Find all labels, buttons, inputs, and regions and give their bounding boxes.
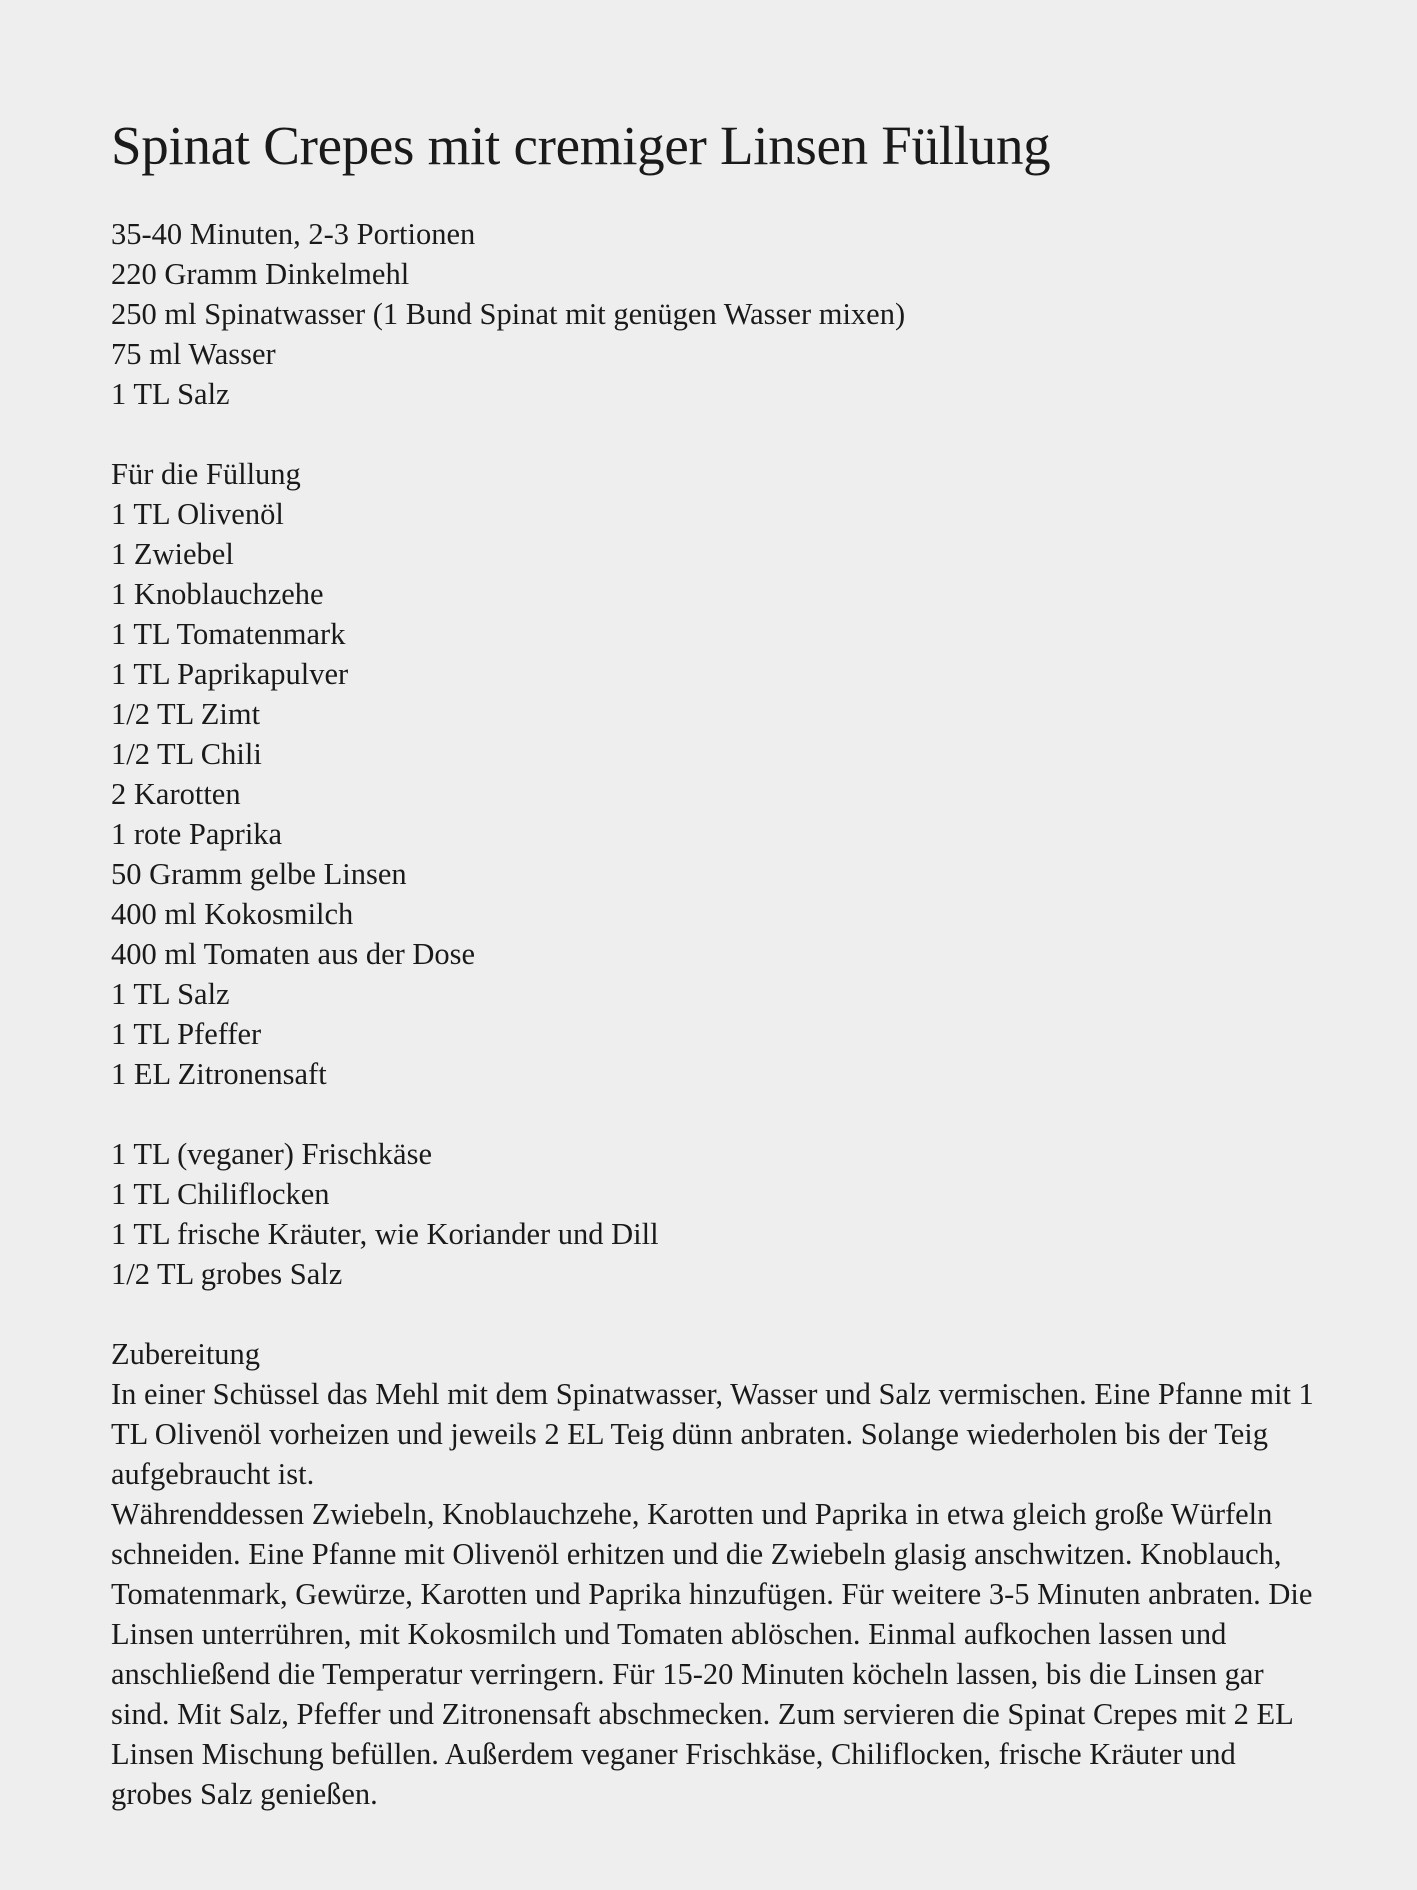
filling-heading: Für die Füllung [111, 457, 301, 491]
ingredient-line: 1 rote Paprika [111, 817, 283, 851]
recipe-page [111, 110, 1321, 1814]
ingredient-line: 1 Zwiebel [111, 537, 234, 571]
ingredient-line: 1 TL Pfeffer [111, 1017, 262, 1051]
ingredient-line: 1 Knoblauchzehe [111, 577, 324, 611]
preparation-section [111, 1334, 1321, 1814]
ingredient-line: 1 TL Olivenöl [111, 497, 284, 531]
preparation-paragraph: Währenddessen Zwiebeln, Knoblauchzehe, Karotten und Paprika in etwa gleich große Würfeln schneiden. Eine Pfanne mit Olivenöl erhitzen und die Zwiebeln glasig anschwitzen. Knoblauch, Tomatenmark, Gewürze, Karotten und Paprika hinzufügen. Für weitere 3-5 Minuten anbraten. Die Linsen unterrühren, mit Kokosmilch und Tomaten ablöschen. Einmal aufkochen lassen und anschließend die Temperatur verringern. Für 15-20 Minuten köcheln lassen, bis die Linsen gar sind. Mit Salz, Pfeffer und Zitronensaft abschmecken. Zum servieren die Spinat Crepes mit 2 EL Linsen Mischung befüllen. Außerdem veganer Frischkäse, Chiliflocken, frische Kräuter und grobes Salz genießen. [111, 1497, 1313, 1811]
ingredient-line: 1/2 TL Zimt [111, 697, 261, 731]
spacer [111, 1294, 1321, 1334]
ingredient-line: 1 TL frische Kräuter, wie Koriander und Dill [111, 1217, 659, 1251]
ingredient-line: 1/2 TL Chili [111, 737, 262, 771]
ingredient-line: 2 Karotten [111, 777, 241, 811]
ingredient-line: 75 ml Wasser [111, 337, 276, 371]
spacer [111, 1094, 1321, 1134]
ingredient-line: 1 TL Paprikapulver [111, 657, 349, 691]
ingredient-line: 220 Gramm Dinkelmehl [111, 257, 410, 291]
ingredient-line: 250 ml Spinatwasser (1 Bund Spinat mit genügen Wasser mixen) [111, 297, 906, 331]
preparation-paragraph: In einer Schüssel das Mehl mit dem Spinatwasser, Wasser und Salz vermischen. Eine Pfanne mit 1 TL Olivenöl vorheizen und jeweils 2 EL Teig dünn anbraten. Solange wiederholen bis der Teig aufgebraucht ist. [111, 1377, 1314, 1491]
ingredient-line: 1 TL (veganer) Frischkäse [111, 1137, 432, 1171]
spacer [111, 414, 1321, 454]
ingredient-line: 1/2 TL grobes Salz [111, 1257, 343, 1291]
ingredient-line: 1 TL Salz [111, 377, 230, 411]
recipe-title: Spinat Crepes mit cremiger Linsen Füllung [111, 115, 1051, 176]
ingredient-line: 400 ml Tomaten aus der Dose [111, 937, 476, 971]
ingredient-line: 1 TL Tomatenmark [111, 617, 346, 651]
ingredient-line: 1 TL Chiliflocken [111, 1177, 330, 1211]
ingredient-line: 400 ml Kokosmilch [111, 897, 354, 931]
ingredient-line: 1 EL Zitronensaft [111, 1057, 327, 1091]
ingredient-line: 50 Gramm gelbe Linsen [111, 857, 407, 891]
dough-ingredients [111, 214, 1321, 414]
ingredient-line: 35-40 Minuten, 2-3 Portionen [111, 217, 476, 251]
preparation-heading: Zubereitung [111, 1337, 261, 1371]
topping-ingredients [111, 1134, 1321, 1294]
ingredient-line: 1 TL Salz [111, 977, 230, 1011]
filling-ingredients [111, 454, 1321, 1094]
